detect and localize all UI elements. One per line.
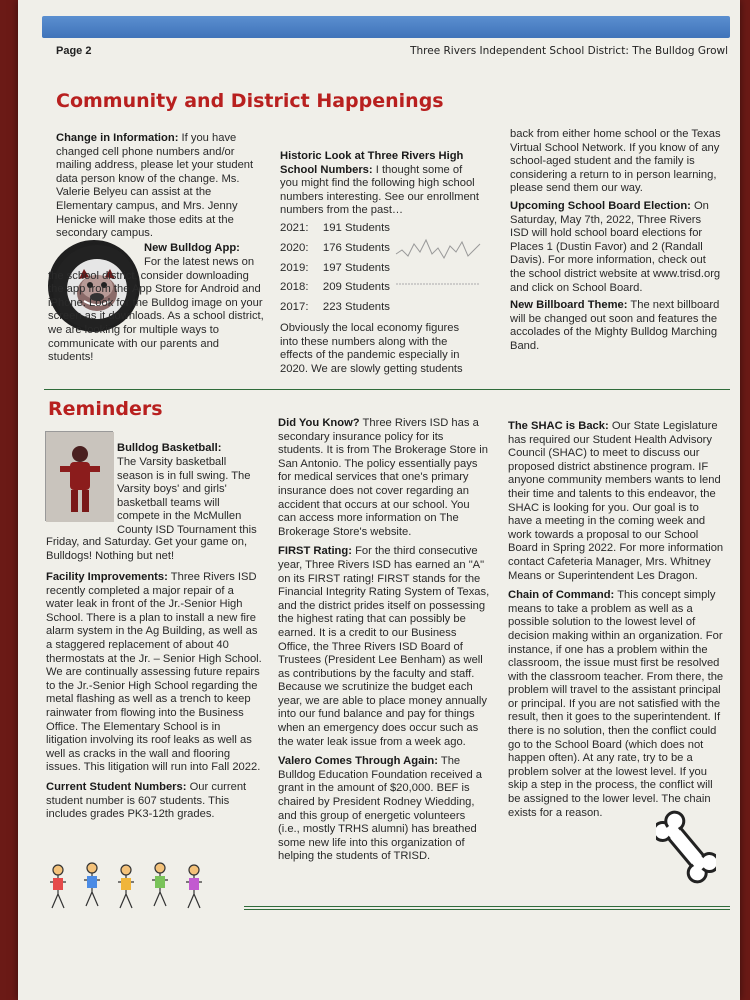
reminders-section-title: Reminders (48, 398, 163, 420)
reminders-col-1 (46, 571, 264, 825)
historic-body: I thought some of you might find the following high school numbers interesting. See our enrollment numbers from the past… (280, 163, 479, 217)
change-info-article (56, 132, 264, 241)
app-article-body (48, 256, 264, 368)
change-info-heading: Change in Information: (56, 132, 179, 144)
reminders-col-2 (278, 417, 490, 867)
numbers-heading: Current Student Numbers: (46, 780, 187, 793)
election-heading: Upcoming School Board Election: (510, 199, 691, 212)
running-title: Three Rivers Independent School District: The Bulldog Growl (410, 45, 728, 57)
election-body: On Saturday, May 7th, 2022, Three Rivers ISD will hold school board elections for Places 1 (Dustin Favor) and 2 (Randall Davis). For more information, check out the school district website at www.trisd.org and click on School Board. (510, 199, 721, 294)
community-section-title: Community and District Happenings (56, 90, 444, 112)
shac-body: Our State Legislature has required our Student Health Advisory Council (SHAC) to meet to discuss our proposed district abstinence program. IF anyone community members wants to lend their time and talents to this endeavor, the SHAC is looking for you. Our goal is to have a meeting in the coming week and work towards a proposal to our School Board in Spring 2022. For more information contact Cafeteria Manager, Mrs. Whitney Means or Superintendent Les Dragon. (508, 420, 724, 582)
first-heading: FIRST Rating: (278, 545, 352, 558)
valero-heading: Valero Comes Through Again: (278, 755, 438, 768)
billboard-heading: New Billboard Theme: (510, 299, 628, 312)
shac-heading: The SHAC is Back: (508, 420, 609, 432)
facility-heading: Facility Improvements: (46, 571, 168, 583)
chain-body: This concept simply means to take a problem as well as a possible solution to the lowest level of decision making within an organization. For instance, if one has a problem within the classroom, the issue must first be resolved with the classroom teacher. From there, the problem will travel to the assistant principal or principal. If you are not satisfied with the result, then it goes to the superintendent. If there is no solution, then the conflict could go to the School Board (which does not happen often). At any rate, try to be a problem solver at the lowest level. If you skip a step in the process, the conflict will be assigned to the lower level. The chain exists for a reason. (508, 589, 724, 819)
first-article (278, 545, 490, 749)
app-heading: New Bulldog App: (144, 242, 240, 254)
election-article (510, 200, 722, 295)
historic-heading: Historic Look at Three Rivers High School Numbers: (280, 150, 464, 176)
footer-rule (244, 906, 730, 910)
dyk-heading: Did You Know? (278, 417, 360, 429)
chain-heading: Chain of Command: (508, 589, 615, 602)
facility-article (46, 571, 264, 775)
children-clipart-icon (40, 860, 240, 920)
chain-article (508, 589, 724, 820)
first-body: For the third consecutive year, Three Rivers ISD has earned an "A" on its FIRST rating! FIRST stands for the Financial Integrity Rating System of Texas, and the district prides itself on possessing the highest rating that can possibly be earned. It is a credit to our Business Office, the Three Rivers ISD Board of Trustees (President Lee Benham) as well as contributions by the faculty and staff. Because we scrutinize the budget each year, we are able to place money annually into our fund balance and pay for things when an emergency does occur such as the water leak issue from a week ago. (278, 545, 490, 748)
community-col-3 (510, 128, 722, 357)
change-info-body: If you have changed cell phone numbers and/or mailing address, please let your student data person know of the change. Ms. Valerie Belyeu can assist at the Elementary campus, and Mrs. Jenny Henicke will make those edits at the secondary campus. (56, 132, 254, 240)
reminders-col-3 (508, 420, 724, 823)
dyk-article (278, 417, 490, 539)
enrollment-sparkline-graphic (392, 232, 484, 292)
historic-article (280, 150, 480, 218)
dog-bone-icon (656, 810, 716, 884)
billboard-article (510, 299, 722, 353)
enrollment-row: 2017: 223 Students (280, 301, 390, 314)
facility-body: Three Rivers ISD recently completed a major repair of a water leak in front of the Jr.-Senior High School. There is a plan to install a new fire alarm system in the Ag Building, as well as a staggered replacement of about 40 thermostats at the Jr. – Senior High School. We are continually assessing future repairs to the Jr.-Senior High School regarding the metal flashing as well as a trench to keep rainwater from flowing into the Business Office. The Elementary School is in litigation involving its roof leaks as well as well as cracks in the wall and flooring issues. This litigation will run into Fall 2022. (46, 571, 262, 774)
basketball-body-text: The Varsity basketball season is in full swing. The Varsity boys' and girls' basketball teams will compete in the McMullen County ISD Tournament this (117, 456, 257, 536)
basketball-body-top (117, 456, 265, 541)
enrollment-row: 2018: 209 Students (280, 281, 390, 294)
numbers-body: Our current student number is 607 students. This includes grades PK3-12th grades. (46, 780, 247, 821)
basketball-body-bottom: Friday, and Saturday. Get your game on, Bulldogs! Nothing but net! (46, 536, 248, 562)
valero-article (278, 755, 490, 864)
enrollment-row: 2019: 197 Students (280, 261, 390, 274)
historic-note-continued: back from either home school or the Texas Virtual School Network. If you know of any school-aged student and the family is considering a return to in person learning, please send them our way. (510, 128, 721, 195)
numbers-article (46, 781, 264, 822)
historic-note-col2: Obviously the local economy figures into these numbers along with the effects of the pandemic especially in 2020. We are slowly getting students (280, 322, 463, 375)
billboard-body: The next billboard will be changed out soon and features the accolades of the Mighty Bulldog Marching Band. (510, 299, 720, 352)
community-col-1 (56, 132, 264, 244)
section-divider (44, 389, 730, 390)
header-band (42, 16, 730, 38)
page-number: Page 2 (56, 45, 92, 57)
valero-body: The Bulldog Education Foundation received a grant in the amount of $20,000. BEF is chaired by President Rodney Wiedding, and this group of energetic volunteers (i.e., mostly TRHS alumni) has breathed some new life into this organization of helping the students of TRISD. (278, 755, 483, 863)
enrollment-row: 2021: 191 Students (280, 221, 390, 234)
enrollment-row: 2020: 176 Students (280, 241, 390, 254)
app-body: For the latest news on the school district, consider downloading the app from the App Store for Android and iPhone. Look for the Bulldog image on your screen as it downloads. As a school district, we are looking for multiple ways to communicate with our parents and students! (48, 256, 264, 364)
dyk-body: Three Rivers ISD has a secondary insurance policy for its students. It is from The Brokerage Store in San Antonio. The policy essentially pays for medical services that one's primary insurance does not cover regarding an accident that occurs at our school. You can access more information on The Brokerage Store's website. (278, 417, 488, 538)
basketball-heading: Bulldog Basketball: (117, 442, 222, 454)
shac-article (508, 420, 724, 583)
